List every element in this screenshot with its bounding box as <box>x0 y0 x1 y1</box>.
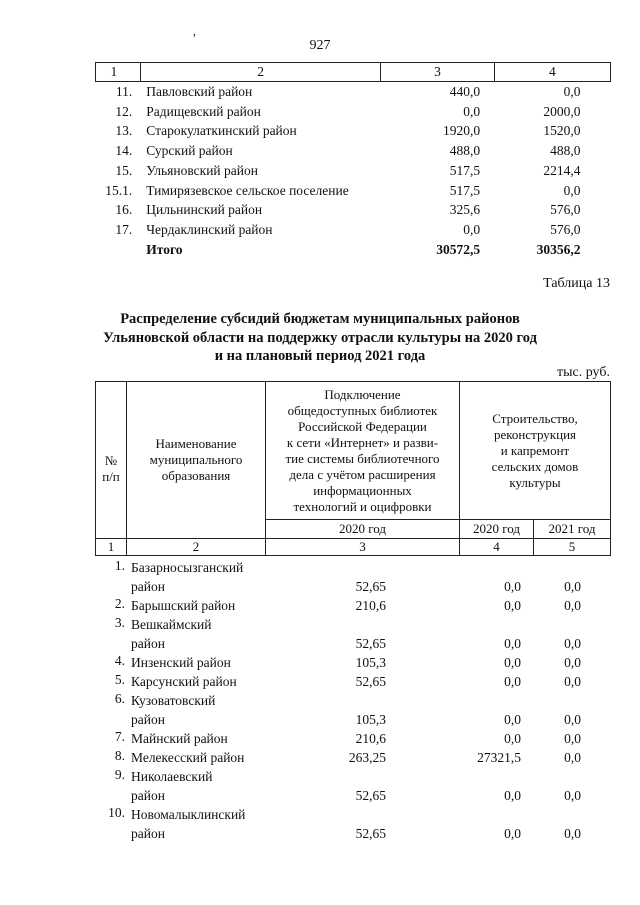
title-line: и на плановый период 2021 года <box>214 348 426 364</box>
pen-mark: , <box>193 24 196 38</box>
district-name <box>131 691 271 729</box>
district-name-line: Новомалыклинский <box>131 807 246 822</box>
row-number: 4. <box>114 653 125 668</box>
row-number: 2. <box>114 596 125 611</box>
header-internet-line: тие системы библиотечного <box>285 450 440 466</box>
table-row <box>95 691 611 729</box>
district-name-line: район <box>131 788 165 803</box>
district-name <box>131 558 271 596</box>
header-num-line: п/п <box>102 468 120 484</box>
value-col3: 488,0 <box>449 143 481 159</box>
table-row <box>95 615 611 653</box>
value-col5: 0,0 <box>564 579 581 594</box>
header-internet <box>265 381 460 520</box>
year-2020-col3: 2020 год <box>265 519 460 539</box>
table1-body <box>96 82 611 260</box>
value-col3: 52,65 <box>355 788 386 803</box>
header-internet-line: к сети «Интернет» и разви- <box>286 434 439 450</box>
district-name: Сурский район <box>146 143 233 159</box>
table-row <box>95 596 611 615</box>
colnum-3: 3 <box>265 538 460 556</box>
year-2020-col4: 2020 год <box>459 519 534 539</box>
value-col4: 0,0 <box>504 674 521 689</box>
table-title <box>0 310 640 366</box>
total-label: Итого <box>146 241 183 257</box>
value-col3: 210,6 <box>355 731 386 746</box>
value-col4: 2214,4 <box>543 162 581 178</box>
value-col3: 1920,0 <box>443 123 481 139</box>
header-internet-line: Российской Федерации <box>298 418 427 434</box>
row-number: 14. <box>115 143 133 159</box>
colnum-4: 4 <box>459 538 534 556</box>
value-col4: 0,0 <box>504 712 521 727</box>
table-row <box>95 805 611 843</box>
title-line: Ульяновской области на поддержку отрасли культуры на 2020 год <box>103 329 537 346</box>
table-row <box>96 82 611 102</box>
value-col4: 576,0 <box>550 202 581 218</box>
row-number: 1. <box>114 558 125 573</box>
value-col4: 0,0 <box>504 826 521 841</box>
value-col3: 263,25 <box>348 750 386 765</box>
value-col3: 517,5 <box>449 182 481 198</box>
title-line: Распределение субсидий бюджетам муниципальных районов <box>120 311 520 327</box>
district-name: Ульяновский район <box>146 162 258 178</box>
value-col5: 0,0 <box>564 731 581 746</box>
row-number: 11. <box>115 84 133 99</box>
row-number: 6. <box>114 691 125 706</box>
row-number: 13. <box>115 123 133 139</box>
value-col5: 0,0 <box>564 750 581 765</box>
table-row <box>96 161 611 181</box>
col-header-1: 1 <box>96 63 141 82</box>
value-col3: 440,0 <box>449 84 481 99</box>
value-col3: 210,6 <box>355 598 386 613</box>
colnum-5: 5 <box>533 538 611 556</box>
district-name: Радищевский район <box>146 103 261 119</box>
district-name-line: Карсунский район <box>131 674 237 689</box>
header-name <box>126 381 266 539</box>
district-name <box>131 748 271 767</box>
value-col5: 0,0 <box>564 788 581 803</box>
value-col3: 52,65 <box>355 826 386 841</box>
district-name <box>131 805 271 843</box>
value-col5: 0,0 <box>564 655 581 670</box>
district-name: Цильнинский район <box>146 202 263 218</box>
value-col4: 0,0 <box>504 579 521 594</box>
district-name: Старокулаткинский район <box>146 123 297 139</box>
table-row <box>95 653 611 672</box>
header-construction-line: Строительство, <box>492 410 578 426</box>
header-num-line: № <box>104 452 118 468</box>
header-num <box>95 381 127 556</box>
table-number: Таблица 13 <box>543 276 610 291</box>
value-col4: 2000,0 <box>543 103 581 119</box>
header-name-line: образования <box>161 468 231 483</box>
district-name-line: район <box>131 636 165 651</box>
table-row <box>95 748 611 767</box>
district-name-line: район <box>131 712 165 727</box>
value-col4: 488,0 <box>550 143 581 159</box>
col-header-2: 2 <box>140 63 381 82</box>
value-col5: 0,0 <box>564 826 581 841</box>
value-col5: 0,0 <box>564 712 581 727</box>
row-number: 7. <box>114 729 125 744</box>
district-name <box>131 596 271 615</box>
district-name <box>131 653 271 672</box>
district-name-line: Инзенский район <box>131 655 231 670</box>
value-col5: 0,0 <box>564 598 581 613</box>
value-col3: 52,65 <box>355 674 386 689</box>
header-construction-line: культуры <box>509 474 561 490</box>
value-col3: 52,65 <box>355 579 386 594</box>
units-label: тыс. руб. <box>557 365 610 380</box>
value-col5: 0,0 <box>564 636 581 651</box>
header-construction-line: сельских домов <box>491 458 579 474</box>
district-name: Тимирязевское сельское поселение <box>146 182 349 198</box>
col-header-3: 3 <box>381 63 494 82</box>
header-name-line: Наименование <box>155 436 237 451</box>
district-name-line: Базарносызганский <box>131 560 244 575</box>
value-col4: 27321,5 <box>477 750 521 765</box>
value-col4: 0,0 <box>563 182 581 198</box>
page-number: 927 <box>309 38 331 53</box>
table-row <box>95 672 611 691</box>
total-col3: 30572,5 <box>436 241 481 257</box>
row-number: 15.1. <box>105 182 133 198</box>
header-name-line: муниципального <box>149 452 243 467</box>
header-construction <box>459 381 611 520</box>
header-internet-line: информационных <box>313 482 412 498</box>
table-row <box>96 200 611 220</box>
district-name-line: район <box>131 579 165 594</box>
district-name: Павловский район <box>146 84 253 99</box>
row-number: 3. <box>114 615 125 630</box>
value-col3: 0,0 <box>463 221 481 237</box>
row-number: 17. <box>115 221 133 237</box>
header-internet-line: Подключение <box>324 386 401 402</box>
value-col5: 0,0 <box>564 674 581 689</box>
total-num <box>96 240 141 260</box>
district-name <box>131 767 271 805</box>
district-name-line: Николаевский <box>131 769 213 784</box>
district-name-line: Кузоватовский <box>131 693 216 708</box>
row-number: 5. <box>114 672 125 687</box>
value-col4: 0,0 <box>504 598 521 613</box>
header-internet-line: общедоступных библиотек <box>287 402 438 418</box>
row-number: 9. <box>114 767 125 782</box>
row-number: 16. <box>115 202 133 218</box>
table-row <box>96 102 611 122</box>
district-name: Чердаклинский район <box>146 221 273 237</box>
value-col4: 0,0 <box>504 636 521 651</box>
district-name <box>131 729 271 748</box>
header-internet-line: технологий и оцифровки <box>293 498 432 514</box>
district-name-line: Барышский район <box>131 598 236 613</box>
value-col3: 0,0 <box>463 103 481 119</box>
district-name-line: Вешкаймский <box>131 617 212 632</box>
value-col3: 105,3 <box>355 712 386 727</box>
value-col4: 576,0 <box>550 221 581 237</box>
value-col3: 517,5 <box>449 162 481 178</box>
colnum-1: 1 <box>95 538 127 556</box>
row-number: 12. <box>115 103 133 119</box>
value-col4: 0,0 <box>504 788 521 803</box>
table-row <box>96 141 611 161</box>
district-name-line: Майнский район <box>131 731 228 746</box>
value-col4: 0,0 <box>504 731 521 746</box>
value-col4: 0,0 <box>563 84 581 99</box>
table-row <box>95 729 611 748</box>
header-internet-line: дела с учётом расширения <box>289 466 436 482</box>
value-col3: 105,3 <box>355 655 386 670</box>
value-col4: 1520,0 <box>543 123 581 139</box>
table-row <box>96 220 611 240</box>
district-table-continued <box>95 62 611 259</box>
total-col4: 30356,2 <box>536 241 581 257</box>
table-row <box>95 558 611 596</box>
header-construction-line: и капремонт <box>500 442 570 458</box>
row-number: 15. <box>115 162 133 178</box>
header-construction-line: реконструкция <box>493 426 576 442</box>
district-name-line: Мелекесский район <box>131 750 245 765</box>
district-name <box>131 615 271 653</box>
year-2021-col5: 2021 год <box>533 519 611 539</box>
value-col3: 52,65 <box>355 636 386 651</box>
value-col3: 325,6 <box>449 202 481 218</box>
col-header-4: 4 <box>494 63 610 82</box>
row-number: 10. <box>108 805 125 820</box>
value-col4: 0,0 <box>504 655 521 670</box>
total-row <box>96 240 611 260</box>
district-name <box>131 672 271 691</box>
colnum-2: 2 <box>126 538 266 556</box>
table-row <box>96 181 611 201</box>
district-name-line: район <box>131 826 165 841</box>
row-number: 8. <box>114 748 125 763</box>
table-row <box>95 767 611 805</box>
table-row <box>96 121 611 141</box>
